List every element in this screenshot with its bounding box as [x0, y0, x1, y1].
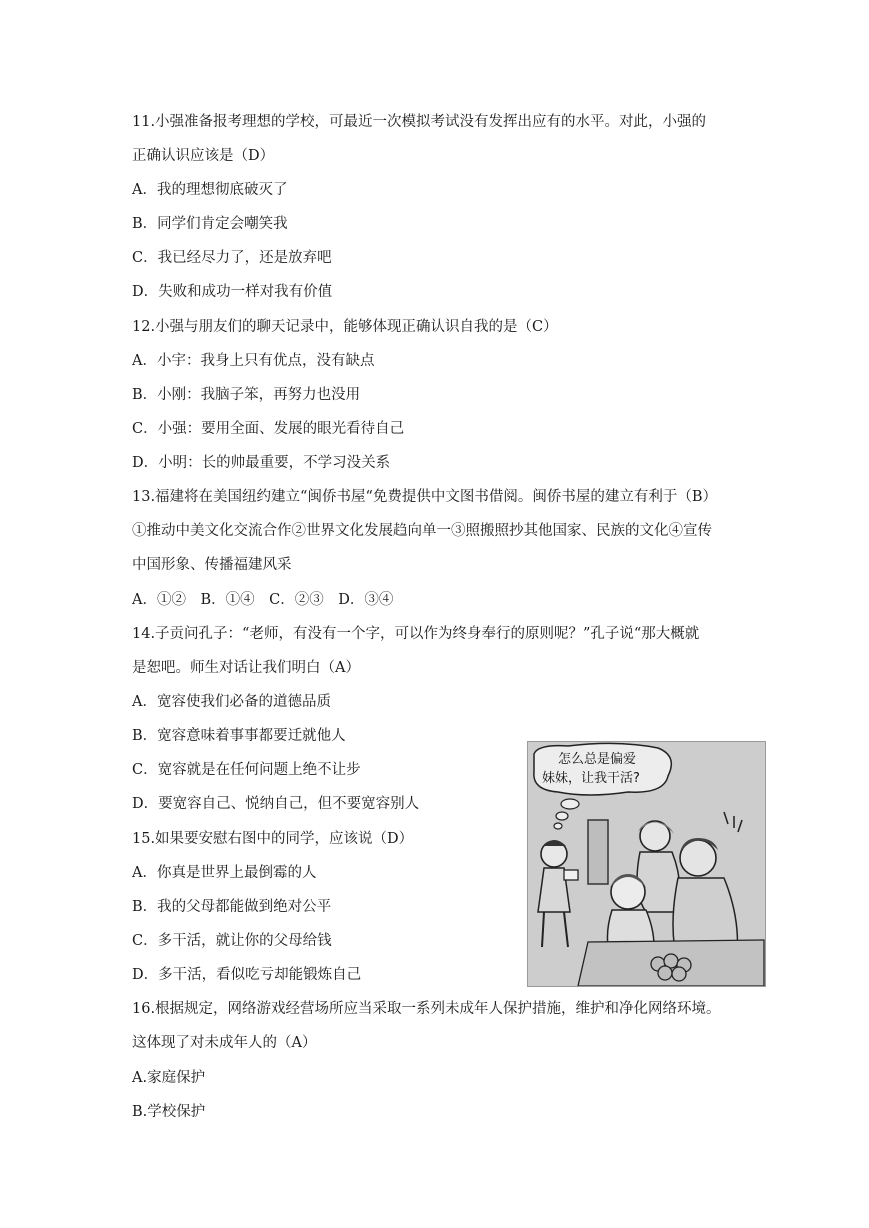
q14-stem-line1: 14.子贡问孔子：“老师，有没有一个字，可以作为终身奉行的原则呢？”孔子说“那大概就	[132, 626, 700, 642]
q16-stem-line1: 16.根据规定，网络游戏经营场所应当采取一系列未成年人保护措施，维护和净化网络环境。	[132, 1001, 721, 1017]
speech-bubble-line2: 妹妹，让我干活?	[542, 771, 640, 786]
q12-option-b: B．小刚：我脑子笨，再努力也没用	[132, 387, 361, 403]
q11-option-c: C．我已经尽力了，还是放弃吧	[132, 250, 332, 266]
q15-option-c: C．多干活，就让你的父母给钱	[132, 933, 332, 949]
cartoon-drawing	[528, 742, 765, 986]
q12-option-c: C．小强：要用全面、发展的眼光看待自己	[132, 421, 405, 437]
cartoon-illustration	[527, 741, 766, 987]
q11-option-b: B．同学们肯定会嘲笑我	[132, 216, 288, 232]
q12-option-a: A．小宇：我身上只有优点，没有缺点	[132, 353, 375, 369]
q14-option-a: A．宽容使我们必备的道德品质	[132, 694, 331, 710]
q14-option-b: B．宽容意味着事事都要迁就他人	[132, 728, 346, 744]
q11-option-a: A．我的理想彻底破灭了	[132, 182, 288, 198]
q15-option-a: A．你真是世界上最倒霉的人	[132, 865, 317, 881]
q14-stem-line2: 是恕吧。师生对话让我们明白（A）	[132, 660, 360, 676]
q12-stem: 12.小强与朋友们的聊天记录中，能够体现正确认识自我的是（C）	[132, 319, 558, 335]
q14-option-d: D．要宽容自己、悦纳自己，但不要宽容别人	[132, 796, 420, 812]
speech-bubble-line1: 怎么总是偏爱	[558, 752, 637, 767]
q13-stem-line2: ①推动中美文化交流合作②世界文化发展趋向单一③照搬照抄其他国家、民族的文化④宣传	[132, 523, 712, 539]
q14-option-c: C．宽容就是在任何问题上绝不让步	[132, 762, 361, 778]
q11-stem-line2: 正确认识应该是（D）	[132, 148, 275, 164]
q13-stem-line1: 13.福建将在美国纽约建立“闽侨书屋“免费提供中文图书借阅。闽侨书屋的建立有利于（B）	[132, 489, 718, 505]
q11-stem-line1: 11.小强准备报考理想的学校，可最近一次模拟考试没有发挥出应有的水平。对此，小强的	[132, 114, 707, 130]
q15-option-b: B．我的父母都能做到绝对公平	[132, 899, 332, 915]
q15-stem: 15.如果要安慰右图中的同学，应该说（D）	[132, 831, 414, 847]
q16-stem-line2: 这体现了对未成年人的（A）	[132, 1035, 317, 1051]
q16-option-b: B.学校保护	[132, 1104, 206, 1120]
q16-option-a: A.家庭保护	[132, 1070, 206, 1086]
q15-option-d: D．多干活，看似吃亏却能锻炼自己	[132, 967, 362, 983]
q13-stem-line3: 中国形象、传播福建风采	[132, 557, 292, 573]
q13-options: A．①② B．①④ C．②③ D．③④	[132, 592, 394, 608]
q12-option-d: D．小明：长的帅最重要，不学习没关系	[132, 455, 391, 471]
q11-option-d: D．失败和成功一样对我有价值	[132, 284, 333, 300]
